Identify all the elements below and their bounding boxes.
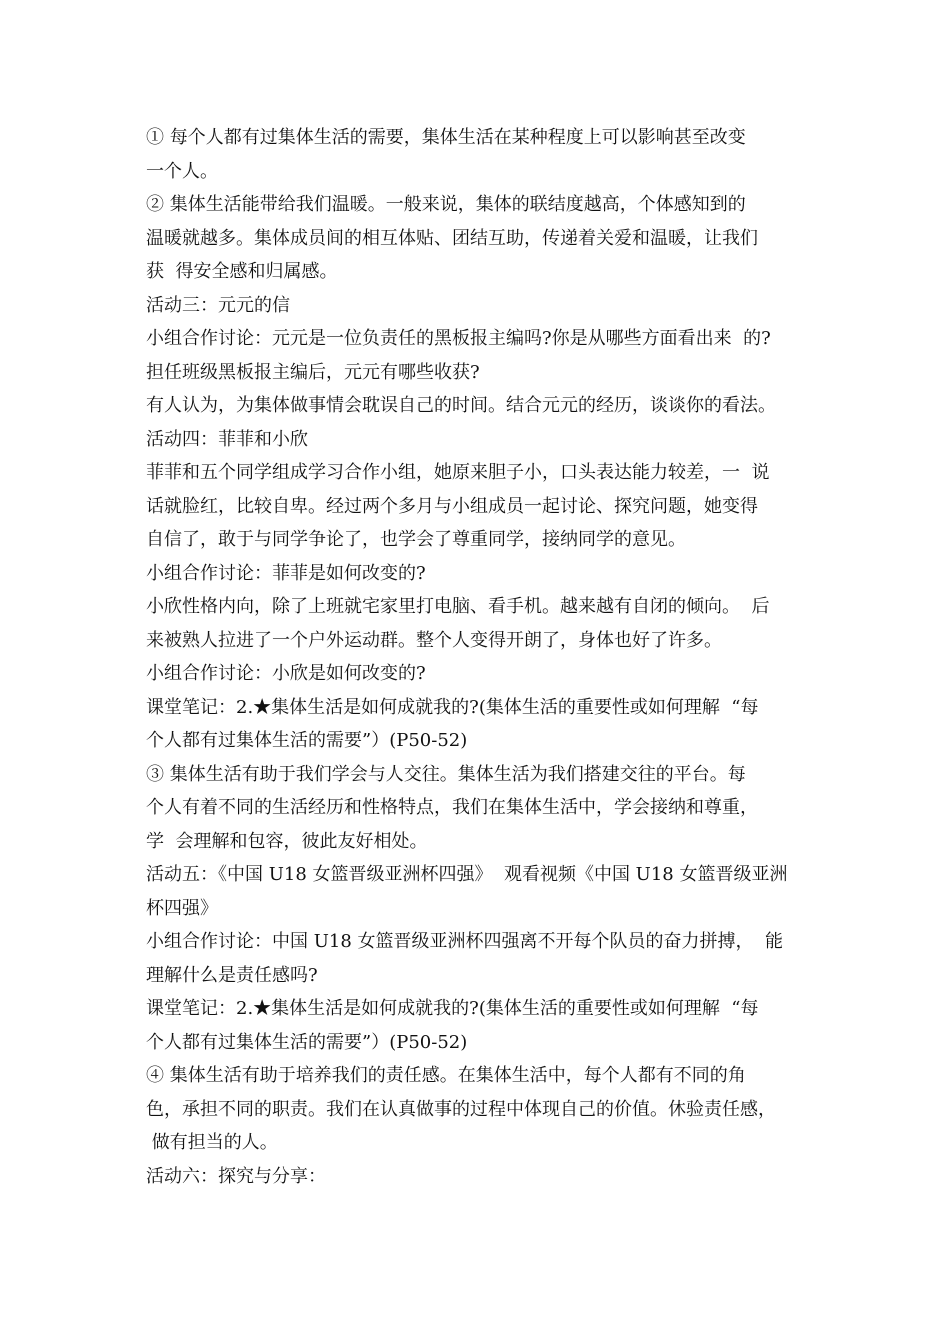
- class-note-line: 个人都有过集体生活的需要”）(P50-52): [146, 730, 468, 751]
- class-note-line: 个人都有过集体生活的需要”）(P50-52): [146, 1031, 468, 1053]
- text-line: 担任班级黑板报主编后，元元有哪些收获?: [146, 361, 480, 383]
- text-line: 学 会理解和包容，彼此友好相处。: [146, 830, 428, 852]
- class-note-line: 课堂笔记：2.★集体生活是如何成就我的?(集体生活的重要性或如何理解 “每: [146, 998, 759, 1019]
- activity-heading: 活动六：探究与分享：: [146, 1165, 326, 1187]
- text-line: 个人有着不同的生活经历和性格特点，我们在集体生活中，学会接纳和尊重，: [146, 797, 758, 818]
- text-line: 小组合作讨论：元元是一位负责任的黑板报主编吗?你是从哪些方面看出来 的?: [146, 328, 771, 349]
- text-line: 小欣性格内向，除了上班就宅家里打电脑、看手机。越来越有自闭的倾向。 后: [146, 596, 770, 617]
- activity-heading: 活动四：菲菲和小欣: [146, 428, 308, 450]
- activity-heading: 活动三：元元的信: [146, 294, 290, 316]
- text-line: 温暖就越多。集体成员间的相互体贴、团结互助，传递着关爱和温暖，让我们: [146, 227, 758, 249]
- text-line: ② 集体生活能带给我们温暖。一般来说，集体的联结度越高，个体感知到的: [146, 194, 746, 215]
- text-line: 小组合作讨论：菲菲是如何改变的?: [146, 562, 426, 584]
- activity-heading: 活动五：《中国 U18 女篮晋级亚洲杯四强》 观看视频《中国 U18 女篮晋级亚洲: [146, 864, 788, 885]
- text-line: 话就脸红，比较自卑。经过两个多月与小组成员一起讨论、探究问题，她变得: [146, 495, 758, 517]
- text-line: ① 每个人都有过集体生活的需要，集体生活在某种程度上可以影响甚至改变: [146, 127, 746, 148]
- text-line: 自信了，敢于与同学争论了，也学会了尊重同学，接纳同学的意见。: [146, 529, 686, 550]
- text-line: 获 得安全感和归属感。: [146, 261, 338, 282]
- document-body: [146, 121, 816, 1193]
- text-line: 来被熟人拉进了一个户外运动群。整个人变得开朗了，身体也好了许多。: [146, 629, 722, 651]
- text-line: ④ 集体生活有助于培养我们的责任感。在集体生活中，每个人都有不同的角: [146, 1065, 746, 1086]
- text-line: 菲菲和五个同学组成学习合作小组，她原来胆子小，口头表达能力较差，一 说: [146, 462, 770, 483]
- text-line: 小组合作讨论：小欣是如何改变的?: [146, 663, 426, 684]
- text-line: 理解什么是责任感吗?: [146, 964, 318, 986]
- text-line: 有人认为，为集体做事情会耽误自己的时间。结合元元的经历，谈谈你的看法。: [146, 395, 776, 416]
- text-line: 杯四强》: [146, 897, 218, 919]
- text-line: 色，承担不同的职责。我们在认真做事的过程中体现自己的价值。休验责任感，: [146, 1098, 776, 1120]
- text-line: ③ 集体生活有助于我们学会与人交往。集体生活为我们搭建交往的平台。每: [146, 763, 746, 785]
- text-line: 做有担当的人。: [146, 1132, 278, 1153]
- class-note-line: 课堂笔记：2.★集体生活是如何成就我的?(集体生活的重要性或如何理解 “每: [146, 696, 759, 718]
- text-line: 小组合作讨论：中国 U18 女篮晋级亚洲杯四强离不开每个队员的奋力拼搏， 能: [146, 931, 783, 952]
- text-line: 一个人。: [146, 160, 218, 182]
